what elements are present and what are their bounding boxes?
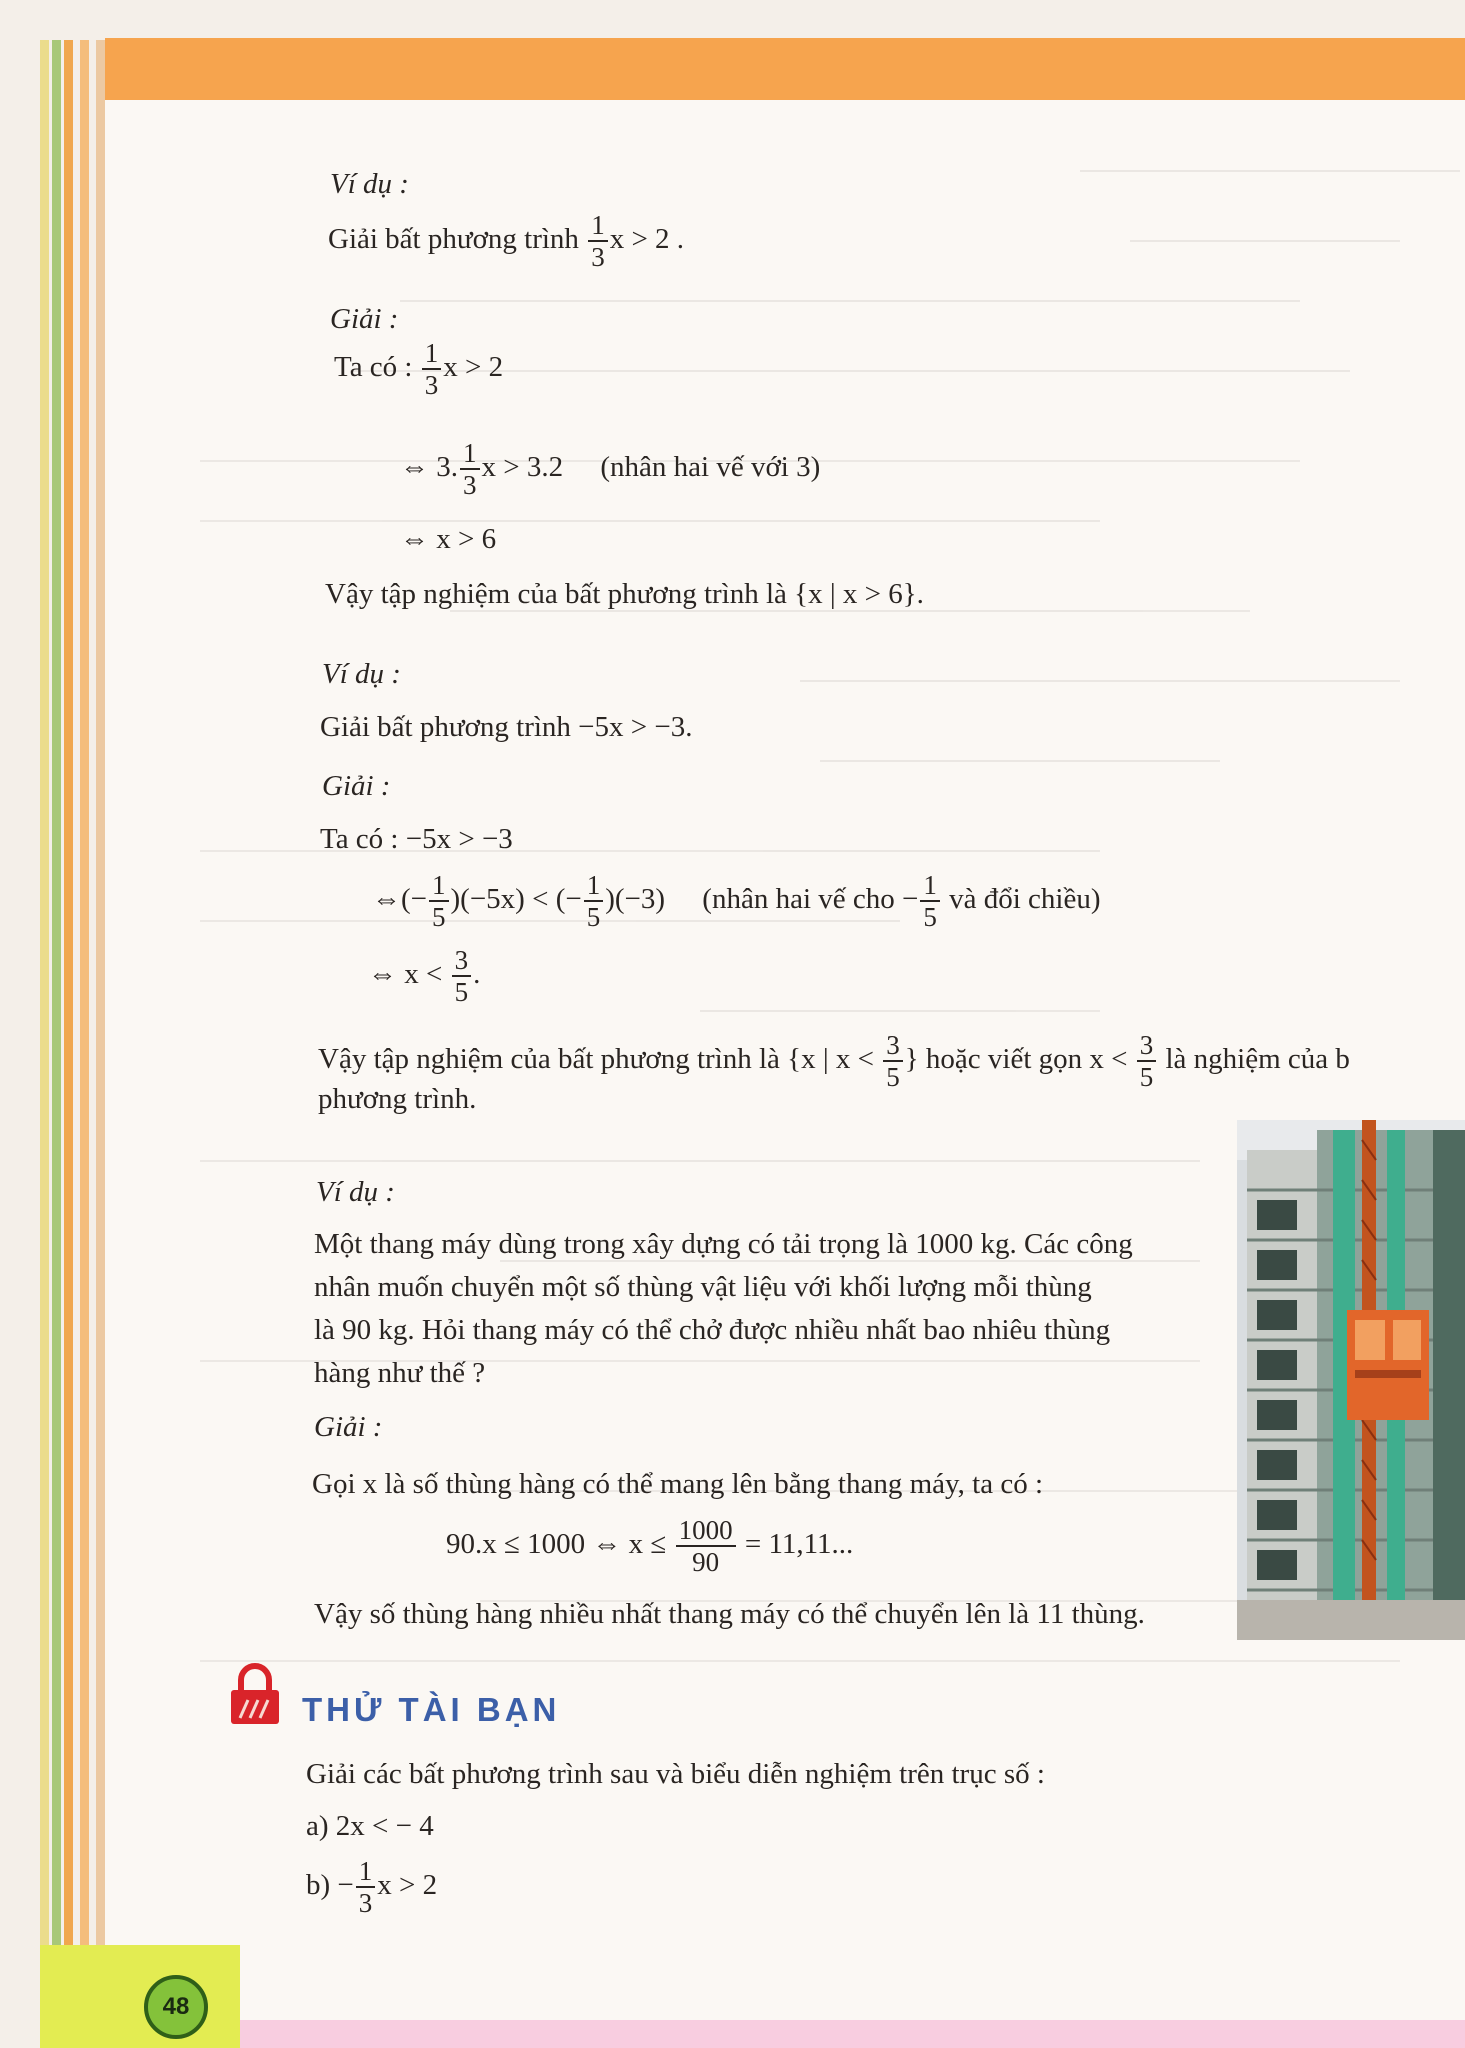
fraction-denominator: 3 [591,242,605,273]
fraction-numerator: 3 [1137,1030,1157,1062]
fraction-numerator: 1 [920,870,940,902]
conclusion-text: } hoặc viết gọn x < [904,1042,1128,1075]
step-text: x > 2 [443,350,504,383]
fraction-denominator: 90 [692,1547,720,1578]
step-text: )(−5x) < (− [450,882,582,915]
step-text: ⇔(− [372,882,428,915]
fraction-denominator: 3 [358,1888,373,1919]
fraction-numerator: 1 [422,338,442,370]
example-problem [328,210,684,272]
exercise-item-text: b) − [306,1868,354,1901]
footer-corner-block [40,1945,240,2048]
fraction-numerator: 1 [460,438,480,470]
page-edge [96,40,105,2048]
header-band [105,38,1465,100]
solution-step [372,870,1101,932]
exercise-heading: THỬ TÀI BẠN [302,1691,561,1728]
conclusion: Vậy số thùng hàng nhiều nhất thang máy có thể chuyển lên là 11 thùng. [314,1598,1145,1630]
exercise-instruction: Giải các bất phương trình sau và biểu diễn nghiệm trên trục số : [306,1758,1045,1790]
conclusion: Vậy tập nghiệm của bất phương trình là {x | x > 6}. [325,578,924,610]
solution-label: Giải : [314,1411,383,1443]
page-edge [52,40,61,2048]
fraction-numerator: 3 [452,945,472,977]
step-text: ⇔ x < [368,957,443,990]
exercise-item-b [306,1856,437,1918]
exercise-item-a: a) 2x < − 4 [306,1810,434,1842]
exercise-item-text: x > 2 [377,1868,438,1901]
step-note-text: và đổi chiều) [941,882,1101,915]
construction-elevator-photo [1237,1120,1465,1640]
solution-step [446,1515,853,1577]
fraction-denominator: 5 [454,977,469,1008]
step-note [702,870,1101,933]
step-note-text: (nhân hai vế cho − [702,882,919,915]
footer-strip [240,2020,1465,2048]
solution-step [368,945,480,1007]
solution-label: Giải : [322,770,391,802]
fraction-denominator: 5 [432,902,446,933]
fraction [429,870,449,932]
fraction-denominator: 3 [424,370,439,401]
problem-line: nhân muốn chuyển một số thùng vật liệu với khối lượng mỗi thùng [314,1271,1092,1303]
fraction-numerator: 1 [588,210,608,242]
fraction [1137,1030,1157,1092]
fraction-numerator: 3 [883,1030,903,1062]
conclusion-text: là nghiệm của b [1158,1042,1350,1075]
solution-label: Giải : [330,303,399,335]
step-text: x > 3.2 [481,450,564,483]
solution-step: Ta có : −5x > −3 [320,823,513,855]
conclusion-continued: phương trình. [318,1083,477,1115]
fraction-numerator: 1 [429,870,449,902]
lock-icon [228,1660,282,1728]
step-text: 90.x ≤ 1000 ⇔ x ≤ [446,1527,667,1560]
fraction-numerator: 1 [356,1856,376,1888]
fraction-denominator: 5 [1139,1062,1154,1093]
step-text: = 11,11... [737,1527,854,1560]
fraction-numerator: 1 [584,870,604,902]
problem-line: hàng như thế ? [314,1357,486,1389]
solution-step: Gọi x là số thùng hàng có thể mang lên bằng thang máy, ta có : [312,1468,1044,1500]
solution-step [334,338,503,400]
problem-text: x > 2 . [609,222,685,255]
example-label: Ví dụ : [322,658,401,690]
fraction-denominator: 5 [586,902,601,933]
fraction [452,945,472,1007]
fraction [883,1030,903,1092]
fraction [584,870,604,932]
example-label: Ví dụ : [330,168,409,200]
step-text: ⇔ 3. [400,450,458,483]
step-text: . [473,957,481,990]
fraction [422,338,442,400]
example-label: Ví dụ : [316,1176,395,1208]
fraction-denominator: 5 [923,902,937,933]
fraction-denominator: 5 [886,1062,900,1093]
solution-step: ⇔ x > 6 [400,523,497,555]
solution-step [400,438,820,500]
step-text: )(−3) [605,882,666,915]
page-number-badge: 48 [144,1975,208,2039]
fraction [676,1515,736,1577]
fraction [356,1856,376,1918]
fraction [460,438,480,500]
step-text: Ta có : [334,350,413,383]
page-edge [80,40,89,2048]
page-edge [40,40,49,2048]
problem-line: Một thang máy dùng trong xây dựng có tải trọng là 1000 kg. Các công [314,1228,1133,1260]
problem-text: Giải bất phương trình [328,222,579,255]
fraction-denominator: 3 [463,470,477,501]
fraction [588,210,608,272]
example-problem: Giải bất phương trình −5x > −3. [320,711,693,743]
fraction [920,870,940,932]
problem-line: là 90 kg. Hỏi thang máy có thể chở được nhiều nhất bao nhiêu thùng [314,1314,1111,1346]
step-note: (nhân hai vế với 3) [600,450,821,483]
conclusion-text: Vậy tập nghiệm của bất phương trình là {x | x < [318,1042,874,1075]
page-edge [64,40,73,2048]
fraction-numerator: 1000 [676,1515,736,1547]
